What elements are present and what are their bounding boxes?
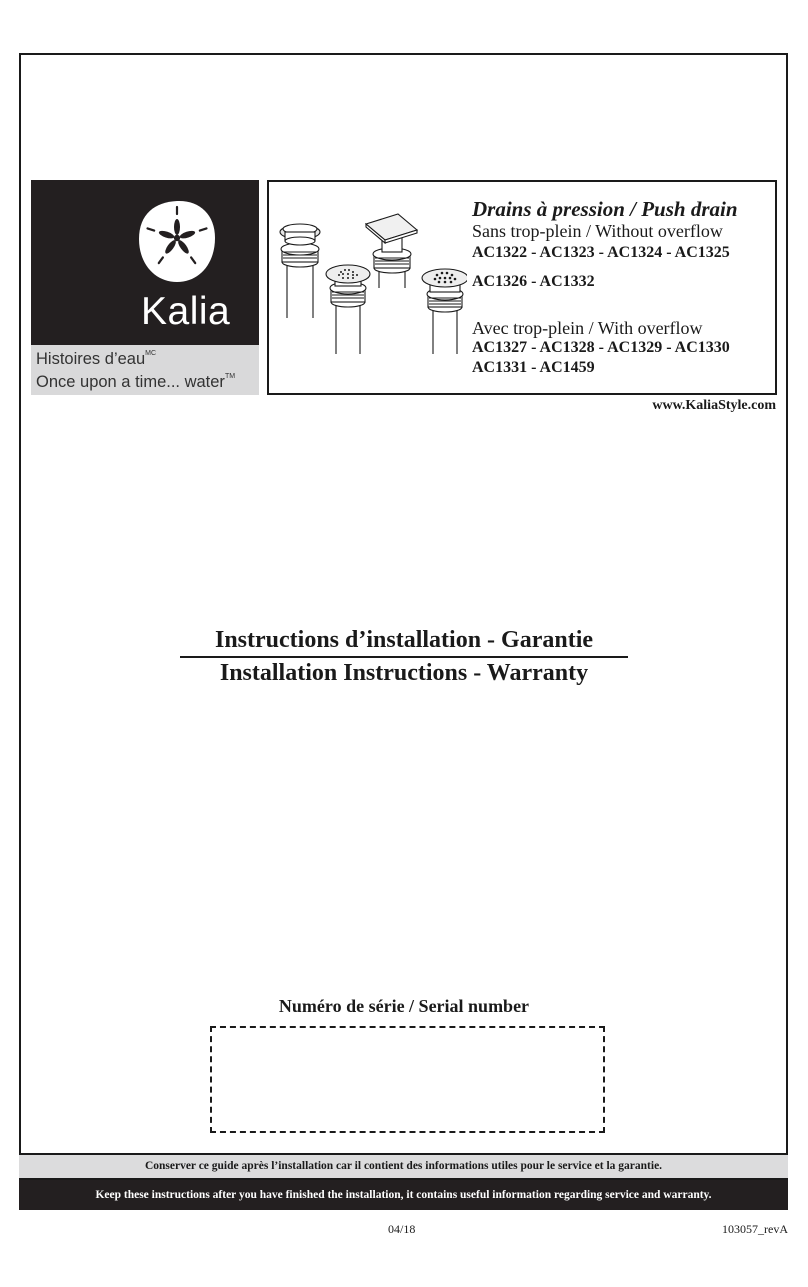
without-overflow-label: Sans trop-plein / Without overflow — [472, 221, 723, 241]
tagline-fr-mark: MC — [145, 350, 157, 357]
product-info-box — [267, 180, 777, 395]
push-drain-illustration — [277, 206, 467, 356]
keep-guide-note-fr: Conserver ce guide après l’installation car il contient des informations utiles pour le service et la garantie. — [19, 1153, 788, 1180]
revision-date: 04/18 — [388, 1222, 416, 1236]
brand-name: Kalia — [141, 290, 231, 333]
tagline-fr-text: Histoires d’eau — [36, 350, 146, 368]
with-overflow-label: Avec trop-plein / With overflow — [472, 318, 703, 338]
drain-square-cap — [366, 214, 417, 288]
keep-guide-note-en: Keep these instructions after you have finished the installation, it contains useful information regarding service and warranty. — [19, 1180, 788, 1210]
with-overflow-codes-2: AC1331 - AC1459 — [472, 359, 595, 376]
with-overflow-codes-1: AC1327 - AC1328 - AC1329 - AC1330 — [472, 339, 730, 356]
drain-honeycomb — [422, 269, 467, 354]
product-title: Drains à pression / Push drain — [472, 197, 738, 221]
website-link[interactable]: www.KaliaStyle.com — [652, 398, 776, 413]
document-titles — [180, 626, 628, 688]
drain-perforated — [326, 265, 370, 354]
without-overflow-codes-1: AC1322 - AC1323 - AC1324 - AC1325 — [472, 244, 730, 261]
brand-logo — [31, 180, 259, 395]
tagline-en — [36, 373, 235, 392]
tagline-fr — [36, 350, 156, 369]
without-overflow-codes-2: AC1326 - AC1332 — [472, 273, 595, 290]
tagline-en-text: Once upon a time... water — [36, 373, 225, 391]
logo-dark-panel — [31, 180, 259, 345]
tagline-en-mark: TM — [224, 373, 236, 380]
document-code: 103057_revA — [722, 1222, 788, 1236]
serial-number-label: Numéro de série / Serial number — [278, 996, 530, 1016]
drain-round-cap — [280, 224, 320, 318]
title-english: Installation Instructions - Warranty — [219, 660, 589, 686]
title-french: Instructions d’installation - Garantie — [180, 626, 628, 658]
serial-number-field[interactable] — [210, 1026, 605, 1133]
sand-dollar-icon — [137, 198, 217, 284]
